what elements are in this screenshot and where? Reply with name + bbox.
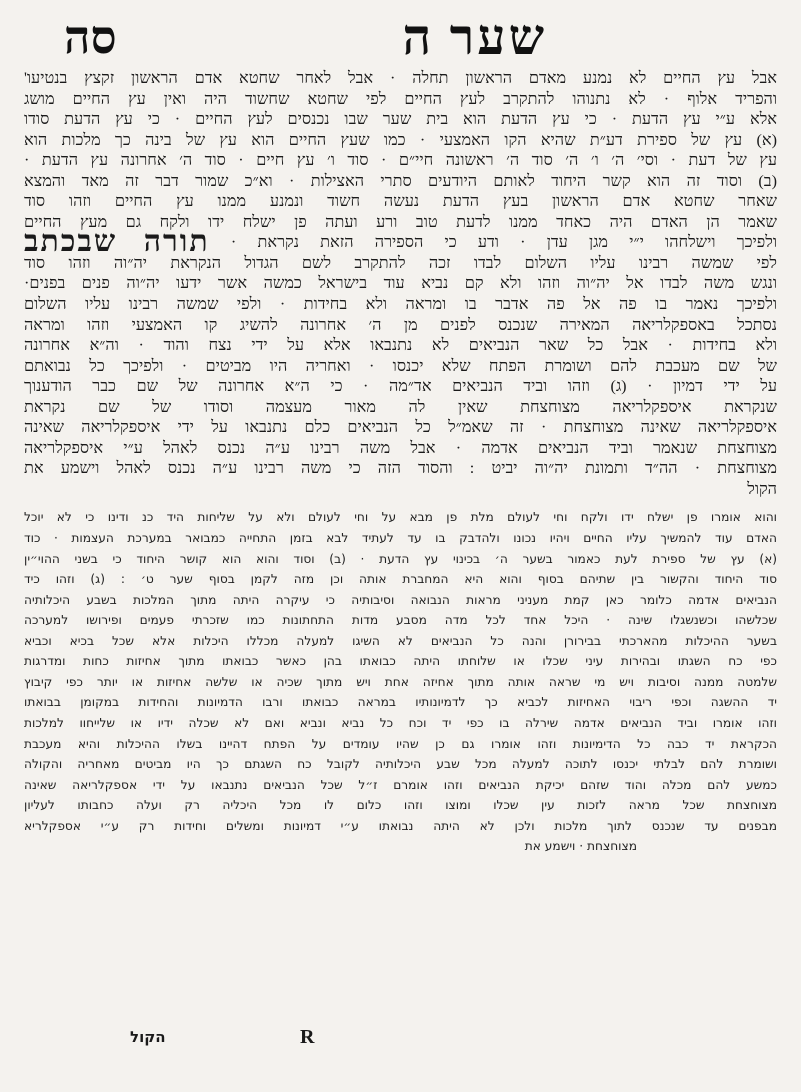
commentary-line: האדם עוד להמשיך עליו החיים ויהיו נכונו ולהדבק בו עד לעתיד לבא בזמן התחייה כמבואר במערכת העצמות · כוד (24, 531, 777, 546)
main-text-line: על ידי דמיון · (ג) וזהו וביד הנביאים אד״מה · כי ה״א אחרונה של שם כבר הודענוך (24, 377, 777, 396)
page-header (24, 6, 777, 68)
commentary-line: כמשע להם מכלה והוד שזהם יכיקת הנביאים וזהו אומרם ז״ל שכל הנביאים נתנבאו על ידי אספקלריאה שאינה (24, 777, 777, 792)
commentary-block (24, 507, 777, 856)
commentary-line: והוא אומרו פן ישלח ידו ולקח וחי לעולם מלת פן מבא על וחי לעולם ולא על שליחות היד כנ ודינו כי לא יוכל (24, 510, 777, 525)
main-text-block (24, 68, 777, 499)
main-text-line: אבל עץ החיים לא נמנע מאדם הראשון תחלה · אבל לאחר שחטא אדם הראשון זקצץ בנטיעו' (24, 69, 777, 87)
main-text-line: אלא ע״י עץ הדעת · כי עץ הדעת הוא בית שער שבו נכנסים לעץ החיים · כי עץ הדעת סודו (24, 110, 777, 129)
commentary-line: הכקראת יד כבה כל הדימיונות וזהו אומרו גם כן שהיו עומדים על הפתח דהיינו בשלו ההיכלות והיא מעכבת (24, 736, 777, 751)
main-text-line: מצוחצחת · הה״ד ותמונת יה״וה יביט : והסוד הזה כי משה רבינו ע״ה נכנס לאהל וישמע את (24, 459, 777, 478)
commentary-line: בשער ההיכלות מהארכתי בבירורן והנה כל הנביאים לא השיגו למעלה מכללו היכלות אלא שכל בכיא וכביא (24, 633, 777, 648)
page-footer (0, 1028, 801, 1052)
page-number: סה (64, 11, 117, 63)
main-text-line: (ב) וסוד זה הוא קשר היחוד לאותם היודעים סתרי האצילות · וא״כ שמור דבר זה מאד והמצא (24, 171, 777, 190)
main-text-line: של שם מעכבת להם ושומרת הפתח שלא יכנסו · ואחריה היו מביטים · ולפיכך כל נבואתם (24, 356, 777, 375)
commentary-line: וזהו אומרו וביד הנביאים אדמה שירלה בו כפי יד וכח כל נביא ונביא ואם לא שכלה ידיו או שלייחוו למלכות (24, 715, 777, 730)
commentary-line: מבפנים עד שנכנס לתוך מלכות ולכן לא היתה נבואתו ע״י דמיונות ומשלים וחידות רק ע״י אספקלריא (24, 818, 777, 833)
section-heading: תורה שבכתב (24, 232, 210, 253)
commentary-line: יד ההשגה וכפי ריבוי האחיזות לכביא כך לדמיונותיו במראה כבואתו ורבו הדמיונות והחידות במקומן בבואתו (24, 695, 777, 710)
commentary-line: סוד היחוד והקשור בין שתיהם בסוף והוא היא המחברת אותה וכן מזה לקמן בסוף שער ט׳ : (ג) וזהו כיד (24, 572, 777, 587)
commentary-line: (א) עץ של ספירת לעת כאמור בשער ה׳ בכינוי עץ הדעת · (ב) וסוד והוא הוא קושר היחוד כי בשני ההוי״ין (24, 551, 777, 566)
main-text-line-part: ולפיכך וישלחהו י״י מגן עדן · ודע כי הספירה הזאת נקראת · (209, 233, 777, 252)
commentary-line: שכלשהו וכשנשגלו שינה · היכל אחד לכל מדה מסבע מדות התחתונות כמו שזכרתי פעמים ופירושו למערכה (24, 613, 777, 628)
main-text-line: ולפיכך נאמר בו פה אל פה אדבר בו ומראה ולא בחידות · ולפי שמשה רבינו עליו השלום (24, 295, 777, 314)
main-text-line: שאחר שחטא אדם הראשון בעץ הדעת נעשה חשוד ונמנע ממנו עץ החיים וזהו סוד (24, 192, 777, 211)
signature-mark: R (300, 1026, 315, 1048)
main-text-line: הקול (747, 479, 777, 498)
main-text-line: שאמר הן האדם היה כאחד ממנו לדעת טוב ורע ועתה פן ישלח ידו ולקח גם מעץ החיים (24, 212, 777, 231)
commentary-line: שלמטה ממנה וסיבות ויש מי שראה אותה מתוך אחיזה אחת ויש מתוך שכיה או שלשה אחיזות או יותר כפי קיבוץ (24, 674, 777, 689)
main-text-line: מצוחצחת שנאמר וביד הנביאים אדמה · אבל משה רבינו ע״ה נכנס לאהל ע״י איספקלריאה (24, 438, 777, 457)
main-text-line: איספקלריאה שאינה מצוחצחת · זה שאמ״ל כל הנביאים כלם נתנבאו על ידי איספקלריאה שאינה (24, 418, 777, 437)
commentary-line: כפי כח השגתו ובהירות עיני שכלו או שלוחתו היתה כבואתו בהן כאשר כבואתו מתוך אחיזות כחות ומדרגות (24, 654, 777, 669)
catchword: הקול (130, 1028, 166, 1046)
main-text-line (24, 232, 777, 253)
main-text-line: לפי שמשה רבינו עליו השלום לבדו זכה להתקרב לשם הגדול הנקראת יה״וה וזהו סוד (24, 253, 777, 272)
commentary-line: מצוחצחת שכל מראה לזכות עין שכלו ומוצו וזהו כלום לו מכל היכליה רק ועלה כחבותו לעליון (24, 798, 777, 813)
commentary-line: ושומרת להם לבלתי יכנסו לתוכה למעלה מכל שבע היכלותיה לקובל כח השגתם כך היו מביטים מאחריה והקולה (24, 757, 777, 772)
main-text-line: נסתכל באספקלריאה המאירה שנכנס לפנים מן ה׳ אחרונה להשיג קו האמצעי וזהו ומראה (24, 315, 777, 334)
main-text-line: עץ של דעת · וסי׳ ה׳ ו׳ ה׳ סוד ה׳ ראשונה חיי״ם · סוד ו׳ עץ חיים · סוד ה׳ אחרונה עץ הדעת · (24, 151, 777, 170)
commentary-line: מצוחצחת · וישמע את (524, 839, 637, 854)
main-text-line: והפריד אלוף · לא נתנוהו להתקרב לעץ החיים לפי שחטא שחשוד היה ואין עץ החיים מושג (24, 89, 777, 108)
main-text-line: (א) עץ של ספירת דע״ת שהיא הקו האמצעי · כמו שעץ החיים הוא עץ של בינה כך מלכות הוא (24, 130, 777, 149)
main-text-line: שנקראת איספקלריאה מצוחצחת שאין לה מאור מעצמה וסודו של שם נקראת (24, 397, 777, 416)
main-text-line: ונגש משה לבדו אל יה״וה וזהו ולא קם נביא עוד בישראל כמשה אשר ידעו יה״וה פנים בפנים· (24, 274, 777, 293)
commentary-line: הנביאים אדמה כלומר כאן קמת מעניני מראות הנבואה וסיבותיה כי עיקרה היתה מתוך המלכות בשבע היכלותיה (24, 592, 777, 607)
main-text-line: ולא בחידות · אבל כל שאר הנביאים לא נתנבאו אלא על ידי נצח והוד · וה״א אחרונה (24, 336, 777, 355)
chapter-title: שער ה (402, 9, 547, 65)
